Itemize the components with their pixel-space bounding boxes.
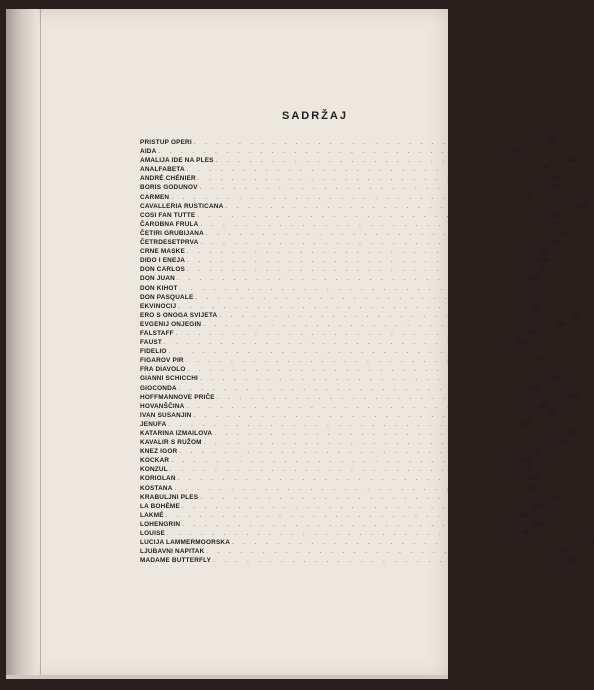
toc-entry xyxy=(140,220,563,229)
toc-entry xyxy=(140,484,537,493)
toc-entry-page: 130 xyxy=(551,239,563,247)
toc-entry xyxy=(140,511,528,520)
toc-entry xyxy=(140,256,549,265)
toc-entry-page: 163 xyxy=(528,275,539,283)
toc-entry xyxy=(140,420,531,429)
dot-leader: . . . . . . . . . . . . . . . . . . . . . . . . . . . . . . . xyxy=(158,149,505,156)
toc-entry xyxy=(140,338,526,347)
toc-entry-title: MADAME BUTTERFLY xyxy=(140,557,212,565)
table-of-contents xyxy=(140,138,594,565)
toc-entry-title: PRISTUP OPERI xyxy=(140,139,192,146)
page-bottom-edge xyxy=(6,675,448,679)
toc-entry xyxy=(140,274,539,283)
toc-entry xyxy=(140,238,563,247)
dot-leader: . . . . . . . . . . . . . . . . . . . . . . . . . . . . . . . xyxy=(219,312,565,319)
toc-entry-title: HOVANŠČINA xyxy=(140,402,185,410)
page-title: SADRŽAJ xyxy=(282,110,348,122)
toc-entry xyxy=(140,547,569,556)
toc-entry-title: LA BOHÈME xyxy=(140,502,180,510)
dot-leader: . . . . . . . . . . . . . . . . . . . . . . . . . . . . . . . xyxy=(167,531,513,538)
dot-leader: . . . . . . . . . . . . . . . . . . . . . . . . . . . . . . . xyxy=(175,330,522,337)
toc-entry xyxy=(140,138,556,147)
toc-entry-page: IX xyxy=(549,139,556,146)
toc-entry-page: 235 xyxy=(564,557,575,565)
toc-entry-title: ČETRDESETPRVA xyxy=(140,239,199,247)
toc-entry xyxy=(140,284,542,293)
dot-leader: . . . . . . . . . . . . . . . . . . . . . . . . . . . . . . . xyxy=(165,512,512,519)
toc-entry-title: CAVALLERIA RUSTICANA xyxy=(140,202,224,210)
toc-entry-page: 171 xyxy=(551,220,563,228)
binding-fold-line xyxy=(40,9,41,679)
toc-entry-title: KORIOLAN xyxy=(140,475,176,483)
toc-entry xyxy=(140,520,544,529)
toc-entry xyxy=(140,302,540,311)
toc-entry xyxy=(140,183,562,192)
toc-entry-page: 201 xyxy=(529,384,541,392)
dot-leader: . . . . . . . . . . . . . . . . . . . . . . . . . . . . . . . xyxy=(193,412,540,419)
toc-entry-page: 111 xyxy=(538,248,549,256)
dot-leader: . . . . . . . . . . . . . . . . . . . . . . . . . . . . . . . xyxy=(186,403,533,410)
toc-entry-title: ERO S ONOGA SVIJETA xyxy=(140,311,218,319)
toc-entry-page: 285 xyxy=(528,475,540,483)
toc-entry-title: GIANNI SCHICCHI xyxy=(140,375,199,383)
toc-entry-title: LAKMÉ xyxy=(140,511,164,519)
toc-entry xyxy=(140,384,541,393)
toc-entry-title: COSI FAN TUTTE xyxy=(140,211,196,219)
toc-entry-page: 215 xyxy=(551,493,562,501)
toc-entry-page: 103 xyxy=(514,339,526,347)
toc-entry xyxy=(140,347,531,356)
toc-entry-title: CARMEN xyxy=(140,193,170,201)
toc-entry-page: 335 xyxy=(526,329,538,337)
toc-entry xyxy=(140,365,550,374)
toc-entry xyxy=(140,374,562,383)
toc-entry-page: 22 xyxy=(525,193,533,201)
toc-entry-title: ANALFABETA xyxy=(140,166,185,174)
toc-entry-title: EKVINOCIJ xyxy=(140,302,177,310)
toc-entry-title: LUCIJA LAMMERMOORSKA xyxy=(140,539,231,547)
toc-entry-title: KRABULJNI PLES xyxy=(140,493,199,501)
toc-entry xyxy=(140,402,549,411)
toc-entry-page: 9 xyxy=(526,348,531,356)
toc-entry-title: LJUBAVNI NAPITAK xyxy=(140,548,205,556)
toc-entry-page: 347 xyxy=(533,520,544,528)
toc-entry-title: KOSTANA xyxy=(140,484,173,492)
toc-entry-page: 28 xyxy=(533,448,541,456)
toc-entry-page: 146 xyxy=(520,466,532,474)
toc-entry-page: 207 xyxy=(522,457,533,465)
toc-entry-title: FIGAROV PIR xyxy=(140,357,184,365)
dot-leader: . . . . . . . . . . . . . . . . . . . . . . . . . . . . . . . xyxy=(181,503,528,510)
toc-entry xyxy=(140,438,566,447)
dot-leader: . . . . . . . . . . . . . . . . . . . . . . . . . . . . . . . xyxy=(171,194,517,201)
toc-entry-title: KONZUL xyxy=(140,466,168,474)
dot-leader: . . . . . . . . . . . . . . . . . . . . . . . . . . . . . . . xyxy=(213,558,559,565)
toc-entry-page: 158 xyxy=(536,357,548,365)
toc-entry xyxy=(140,211,560,220)
toc-entry-title: AMALIJA IDE NA PLES xyxy=(140,157,214,165)
dot-leader: . . . . . . . . . . . . . . . . . . . . . . . . . . . . . . . xyxy=(200,494,546,501)
dot-leader: . . . . . . . . . . . . . . . . . . . . . . . . . . . . . . . xyxy=(193,140,540,146)
toc-entry-page: 323 xyxy=(509,148,521,156)
toc-entry xyxy=(140,193,533,202)
toc-entry xyxy=(140,156,578,165)
toc-entry xyxy=(140,147,521,156)
toc-entry-page: 319 xyxy=(537,266,549,274)
toc-entry-title: DIDO I ENEJA xyxy=(140,257,186,265)
toc-entry xyxy=(140,293,558,302)
toc-entry xyxy=(140,493,562,502)
dot-leader: . . . . . . . . . . . . . . . . . . . . . . . . . . . . . . . xyxy=(214,431,560,437)
dot-leader: . . . . . . . . . . . . . . . . . . . . . . . . . . . . . . . xyxy=(168,421,515,428)
book-binding xyxy=(6,9,38,679)
toc-entry xyxy=(140,320,565,329)
toc-entry-page: 5 xyxy=(545,366,550,374)
dot-leader: . . . . . . . . . . . . . . . . . . . . . . . . . . . . . . . xyxy=(169,467,516,474)
toc-entry xyxy=(140,502,544,511)
toc-entry-title: KAVALIR S RUŽOM xyxy=(140,439,202,447)
toc-entry-page: 97 xyxy=(573,311,581,319)
dot-leader: . . . . . . . . . . . . . . . . . . . . . . . . . . . . . . . xyxy=(216,394,563,401)
toc-entry-title: KATARINA IZMAILOVA xyxy=(140,430,213,437)
toc-entry-title: IVAN SUSANJIN xyxy=(140,411,192,419)
dot-leader: . . . . . . . . . . . . . . . . . . . . . . . . . . . . . . . xyxy=(185,358,532,365)
toc-entry-title: CRNE MASKE xyxy=(140,248,185,256)
toc-entry-title: FALSTAFF xyxy=(140,329,174,337)
toc-entry-page: 85 xyxy=(552,175,560,183)
toc-entry-title: FIDELIO xyxy=(140,348,167,356)
toc-entry-page: 55 xyxy=(557,320,565,328)
dot-leader: . . . . . . . . . . . . . . . . . . . . . . . . . . . . . . . xyxy=(182,521,528,528)
toc-entry-title: KOCKAR xyxy=(140,457,170,465)
toc-entry-title: KNEZ IGOR xyxy=(140,448,178,456)
toc-entry xyxy=(140,174,560,183)
toc-entry xyxy=(140,411,556,420)
dot-leader: . . . . . . . . . . . . . . . . . . . . . . . . . . . . . . . xyxy=(200,221,547,228)
toc-entry xyxy=(140,265,549,274)
dot-leader: . . . . . . . . . . . . . . . . . . . . . . . . . . . . . . . xyxy=(195,294,542,301)
toc-entry-page: 71 xyxy=(560,548,569,556)
dot-leader: . . . . . . . . . . . . . . . . . . . . . . . . . . . . . . . xyxy=(200,240,547,247)
toc-entry-page: 75 xyxy=(550,293,558,301)
dot-leader: . . . . . . . . . . . . . . . . . . . . . . . . . . . . . . . xyxy=(197,212,544,219)
dot-leader: . . . . . . . . . . . . . . . . . . . . . . . . . . . . . . . xyxy=(200,376,546,383)
toc-entry xyxy=(140,356,548,365)
toc-entry-page: 224 xyxy=(532,502,544,510)
toc-entry-title: GIOCONDA xyxy=(140,384,177,392)
toc-entry-page: 241 xyxy=(551,375,562,383)
toc-entry-title: DON PASQUALE xyxy=(140,293,194,301)
toc-entry-title: DON KIHOT xyxy=(140,284,178,292)
toc-entry-page: 90 xyxy=(548,411,556,419)
toc-entry-page: 122 xyxy=(537,166,549,174)
dot-leader: . . . . . . . . . . . . . . . . . . . . . . . . . . . . . . . xyxy=(178,303,524,310)
dot-leader: . . . . . . . . . . . . . . . . . . . . . . . . . . . . . . . xyxy=(176,276,523,283)
toc-entry-page: 134 xyxy=(576,202,588,210)
toc-entry xyxy=(140,465,532,474)
toc-entry-title: AIDA xyxy=(140,148,157,156)
toc-entry-page: 185 xyxy=(537,402,549,410)
toc-entry-page: 179 xyxy=(550,184,562,192)
dot-leader: . . . . . . . . . . . . . . . . . . . . . . . . . . . . . . . xyxy=(225,203,572,210)
toc-entry-page: 142 xyxy=(530,284,542,292)
toc-entry-page: 282 xyxy=(565,430,576,437)
toc-entry-page: 275 xyxy=(554,439,566,447)
toc-entry-page: 69 xyxy=(520,511,528,519)
dot-leader: . . . . . . . . . . . . . . . . . . . . . . . . . . . . . . . xyxy=(178,385,525,392)
dot-leader: . . . . . . . . . . . . . . . . . . . . . . . . . . . . . . . xyxy=(163,340,510,347)
dot-leader: . . . . . . . . . . . . . . . . . . . . . . . . . . . . . . . xyxy=(203,440,550,447)
toc-entry-title: LOUISE xyxy=(140,530,165,538)
toc-entry xyxy=(140,165,549,174)
toc-entry-page: 115 xyxy=(525,484,537,492)
dot-leader: . . . . . . . . . . . . . . . . . . . . . . . . . . . . . . . xyxy=(179,449,525,456)
toc-entry xyxy=(140,429,576,438)
dot-leader: . . . . . . . . . . . . . . . . . . . . . . . . . . . . . . . xyxy=(205,230,552,237)
toc-entry xyxy=(140,229,568,238)
dot-leader: . . . . . . . . . . . . . . . . . . . . . . . . . . . . . . . xyxy=(232,540,578,547)
toc-entry-page: 42 xyxy=(532,302,540,310)
toc-entry-page: 108 xyxy=(519,420,531,428)
dot-leader: . . . . . . . . . . . . . . . . . . . . . . . . . . . . . . . xyxy=(174,485,521,492)
toc-entry-title: ANDRÉ CHÉNIER xyxy=(140,175,196,183)
toc-entry-title: HOFFMANNOVE PRIČE xyxy=(140,393,215,401)
toc-entry xyxy=(140,202,588,211)
toc-entry-title: ČETIRI GRUBIJANA xyxy=(140,229,204,237)
dot-leader: . . . . . . . . . . . . . . . . . . . . . . . . . . . . . . . xyxy=(187,258,533,265)
dot-leader: . . . . . . . . . . . . . . . . . . . . . . . . . . . . . . . xyxy=(203,321,549,328)
toc-entry-page: 43 xyxy=(521,530,529,538)
toc-entry-title: DON CARLOS xyxy=(140,266,185,274)
toc-entry-title: DON JUAN xyxy=(140,275,175,283)
dot-leader: . . . . . . . . . . . . . . . . . . . . . . . . . . . . . . . xyxy=(186,167,533,174)
toc-entry xyxy=(140,393,579,402)
toc-entry-title: LOHENGRIN xyxy=(140,520,181,528)
toc-entry-page: 168 xyxy=(548,211,560,219)
toc-entry xyxy=(140,311,581,320)
dot-leader: . . . . . . . . . . . . . . . . . . . . . . . . . . . . . . . xyxy=(186,249,533,256)
toc-entry-page: 250 xyxy=(538,257,549,265)
dot-leader: . . . . . . . . . . . . . . . . . . . . . . . . . . . . . . . xyxy=(168,349,515,356)
toc-entry-title: FAUST xyxy=(140,339,162,347)
toc-entry-page: 73 xyxy=(586,539,594,547)
dot-leader: . . . . . . . . . . . . . . . . . . . . . . . . . . . . . . . xyxy=(215,158,562,165)
dot-leader: . . . . . . . . . . . . . . . . . . . . . . . . . . . . . . . xyxy=(197,176,544,183)
dot-leader: . . . . . . . . . . . . . . . . . . . . . . . . . . . . . . . xyxy=(177,476,524,483)
dot-leader: . . . . . . . . . . . . . . . . . . . . . . . . . . . . . . . xyxy=(179,285,526,292)
toc-entry xyxy=(140,529,529,538)
dot-leader: . . . . . . . . . . . . . . . . . . . . . . . . . . . . . . . xyxy=(199,185,546,192)
dot-leader: . . . . . . . . . . . . . . . . . . . . . . . . . . . . . . . xyxy=(187,367,534,374)
toc-entry-page: 379 xyxy=(556,229,568,237)
toc-entry-title: FRA DIAVOLO xyxy=(140,366,186,374)
toc-entry-title: ČAROBNA FRULA xyxy=(140,220,199,228)
toc-entry xyxy=(140,456,533,465)
toc-entry xyxy=(140,247,549,256)
toc-entry xyxy=(140,556,575,565)
toc-entry-page: 196 xyxy=(567,393,579,401)
toc-entry-title: JENUFA xyxy=(140,420,167,428)
toc-entry-title: BORIS GODUNOV xyxy=(140,184,198,192)
dot-leader: . . . . . . . . . . . . . . . . . . . . . . . . . . . . . . . xyxy=(186,267,533,274)
toc-entry xyxy=(140,538,594,547)
toc-entry-page: 144 xyxy=(566,157,578,165)
toc-entry xyxy=(140,329,538,338)
toc-entry xyxy=(140,474,540,483)
dot-leader: . . . . . . . . . . . . . . . . . . . . . . . . . . . . . . . xyxy=(171,458,517,465)
dot-leader: . . . . . . . . . . . . . . . . . . . . . . . . . . . . . . . xyxy=(206,549,553,556)
toc-entry-title: EVGENIJ ONJEGIN xyxy=(140,320,202,328)
toc-entry xyxy=(140,447,541,456)
